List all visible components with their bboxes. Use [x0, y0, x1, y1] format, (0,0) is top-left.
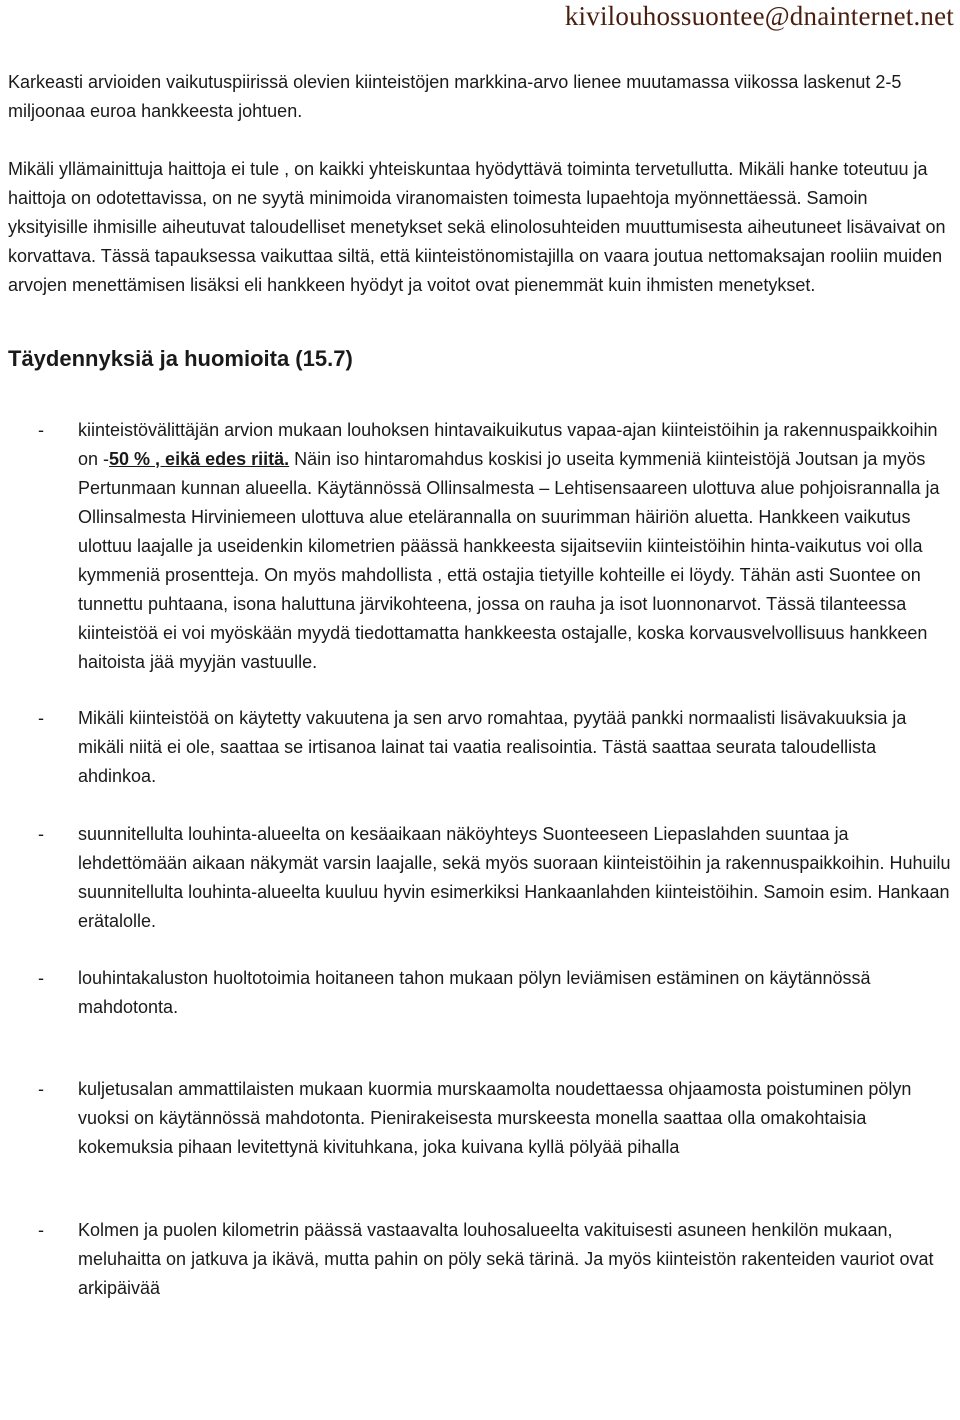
bullet-item-transport [8, 1075, 952, 1162]
bullet-text: kiinteistövälittäjän arvion mukaan louhoksen hintavaikuikutus vapaa-ajan kiinteistöihin ja rakennuspaikkoihin on - [78, 420, 938, 469]
bullet-emphasis: 50 % , eikä edes riitä. [109, 449, 290, 469]
bullet-text: louhintakaluston huoltotoimia hoitaneen tahon mukaan pölyn leviämisen estäminen on käytännössä mahdotonta. [78, 968, 871, 1017]
paragraph-impacts: Mikäli yllämainittuja haittoja ei tule , on kaikki yhteiskuntaa hyödyttävä toiminta tervetullutta. Mikäli hanke toteutuu ja haittoja on odotettavissa, on ne syytä minimoida viranomaisten toimesta lupaehtoja myönnettäessä. Samoin yksityisille ihmisille aiheutuvat taloudelliset menetykset sekä elinolosuhteiden muuttumisesta aiheutuneet lisävaivat on korvattava. Tässä tapauksessa vaikuttaa siltä, että kiinteistönomistajilla on vaara joutua nettomaksajan rooliin muiden arvojen menettämisen lisäksi eli hankkeen hyödyt ja voitot ovat pienemmät kuin ihmisten menetykset. [8, 159, 946, 295]
bullet-item-visibility [8, 820, 952, 936]
bullet-text: suunnitellulta louhinta-alueelta on kesäaikaan näköyhteys Suonteeseen Liepaslahden suuntaa ja lehdettömään aikaan näkymät varsin laajalle, sekä myös suoraan kiinteistöihin ja rakennuspaikkoihin. Huhuilu suunnitellulta louhinta-alueelta kuuluu hyvin esimerkiksi Hankaanlahden kiinteistöihin. Samoin esim. Hankaan erätalolle. [78, 824, 951, 931]
bullet-dash: - [38, 824, 44, 844]
bullet-text: kuljetusalan ammattilaisten mukaan kuormia murskaamolta noudettaessa ohjaamosta poistuminen pölyn vuoksi on käytännössä mahdotonta. Pienirakeisesta murskeesta monella saattaa olla omakohtaisia kokemuksia pihaan levitettynä kivituhkana, joka kuivana kyllä pölyää pihalla [78, 1079, 912, 1157]
paragraph-market-value: Karkeasti arvioiden vaikutuspiirissä olevien kiinteistöjen markkina-arvo lienee muutamassa viikossa laskenut 2-5 miljoonaa euroa hankkeesta johtuen. [8, 72, 902, 121]
header-email: kivilouhossuontee@dnainternet.net [564, 1, 954, 31]
bullet-text-continued: Näin iso hintaromahdus koskisi jo useita kymmeniä kiinteistöjä Joutsan ja myös Pertunmaan kunnan alueella. Käytännössä Ollinsalmesta – Lehtisensaareen ulottuva alue pohjoisrannalla ja Ollinsalmesta Hirviniemeen ulottuva alue etelärannalla on suurimman häiriön aluetta. Hankkeen vaikutus ulottuu laajalle ja useidenkin kilometrien päässä hankkeesta sijaitseviin kiinteistöihin hinta-vaikutus voi olla kymmeniä prosentteja. On myös mahdollista , että ostajia tietyille kohteille ei löydy. Tähän asti Suontee on tunnettu puhtaana, isona haluttuna järvikohteena, jossa on rauha ja isot luonnonarvot. Tässä tilanteessa kiinteistöä ei voi myöskään myydä tiedottamatta hankkeesta ostajalle, koska korvausvelvollisuus hankkeen haitoista jää myyjän vastuulle. [78, 449, 940, 672]
bullet-item-collateral [8, 704, 952, 791]
bullet-list [8, 416, 952, 1303]
bullet-text: Mikäli kiinteistöä on käytetty vakuutena ja sen arvo romahtaa, pyytää pankki normaalisti lisävakuuksia ja mikäli niitä ei ole, saattaa se irtisanoa lainat tai vaatia realisointia. Tästä saattaa seurata taloudellista ahdinkoa. [78, 708, 907, 786]
bullet-item-price-impact [8, 416, 952, 677]
bullet-dash: - [38, 708, 44, 728]
bullet-dash: - [38, 420, 44, 440]
bullet-dash: - [38, 1220, 44, 1240]
bullet-text: Kolmen ja puolen kilometrin päässä vastaavalta louhosalueelta vakituisesti asuneen henkilön mukaan, meluhaitta on jatkuva ja ikävä, mutta pahin on pöly sekä tärinä. Ja myös kiinteistön rakenteiden vauriot ovat arkipäivää [78, 1220, 934, 1298]
bullet-dash: - [38, 968, 44, 988]
document-body [8, 68, 952, 1303]
bullet-dash: - [38, 1079, 44, 1099]
bullet-item-resident-experience [8, 1216, 952, 1303]
section-heading: Täydennyksiä ja huomioita (15.7) [8, 346, 353, 371]
bullet-item-dust-prevention [8, 964, 952, 1022]
